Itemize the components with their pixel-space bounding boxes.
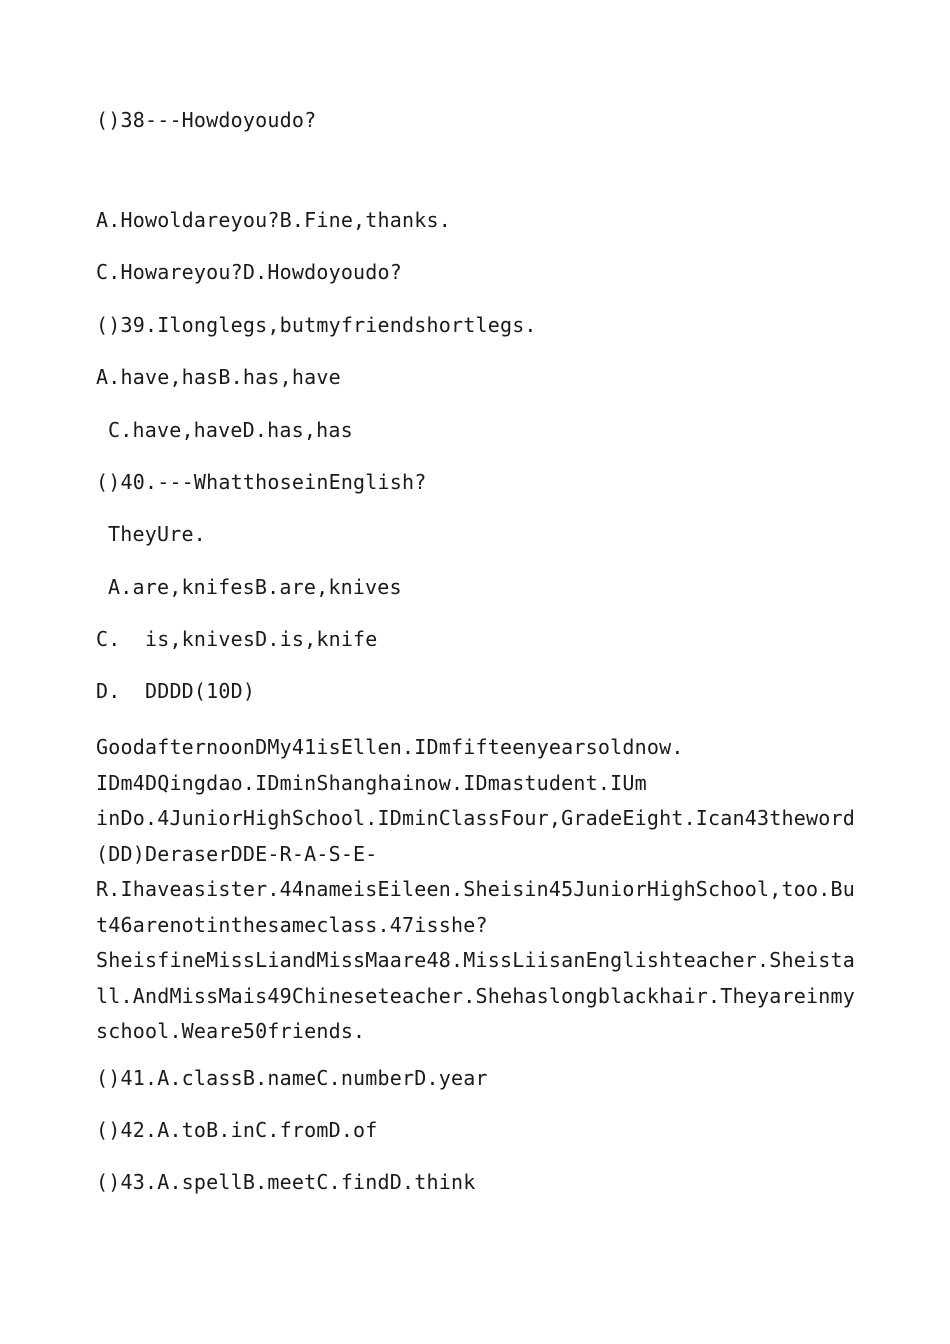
question-38-stem: ()38---Howdoyoudo?	[96, 108, 317, 132]
question-39-options-cd: C.have,haveD.has,has	[108, 418, 353, 442]
question-40-answer-line: TheyUre.	[108, 522, 206, 546]
question-38-options-cd: C.Howareyou?D.Howdoyoudo?	[96, 260, 403, 284]
passage-line: inDo.4JuniorHighSchool.IDminClassFour,GradeEight.Ican43theword	[96, 806, 855, 830]
question-40-options-ab: A.are,knifesB.are,knives	[108, 575, 402, 599]
passage-line: IDm4DQingdao.IDminShanghainow.IDmastudent.IUm	[96, 770, 647, 795]
passage-line: (DD)DeraserDDE-R-A-S-E-	[96, 841, 378, 866]
passage-line: t46arenotinthesameclass.47isshe?	[96, 912, 488, 937]
cloze-passage	[96, 730, 855, 1050]
question-42: ()42.A.toB.inC.fromD.of	[96, 1118, 378, 1142]
question-41: ()41.A.classB.nameC.numberD.year	[96, 1066, 488, 1090]
passage-line: school.Weare50friends.	[96, 1019, 366, 1043]
question-40-stem: ()40.---WhatthoseinEnglish?	[96, 470, 427, 494]
passage-line: R.Ihaveasister.44nameisEileen.Sheisin45JuniorHighSchool,too.Bu	[96, 877, 855, 901]
passage-line: GoodafternoonDMy41isEllen.IDmfifteenyearsoldnow.	[96, 735, 684, 759]
question-40-options-cd: C. is,knivesD.is,knife	[96, 627, 378, 651]
passage-line: SheisfineMissLiandMissMaare48.MissLiisanEnglishteacher.Sheista	[96, 948, 855, 972]
question-38-options-ab: A.Howoldareyou?B.Fine,thanks.	[96, 208, 451, 232]
question-43: ()43.A.spellB.meetC.findD.think	[96, 1170, 476, 1194]
question-39-stem: ()39.Ilonglegs,butmyfriendshortlegs.	[96, 313, 537, 337]
section-heading: D. DDDD(10D)	[96, 679, 256, 703]
passage-line: ll.AndMissMais49Chineseteacher.Shehaslongblackhair.Theyareinmy	[96, 983, 855, 1008]
question-39-options-ab: A.have,hasB.has,have	[96, 365, 341, 389]
